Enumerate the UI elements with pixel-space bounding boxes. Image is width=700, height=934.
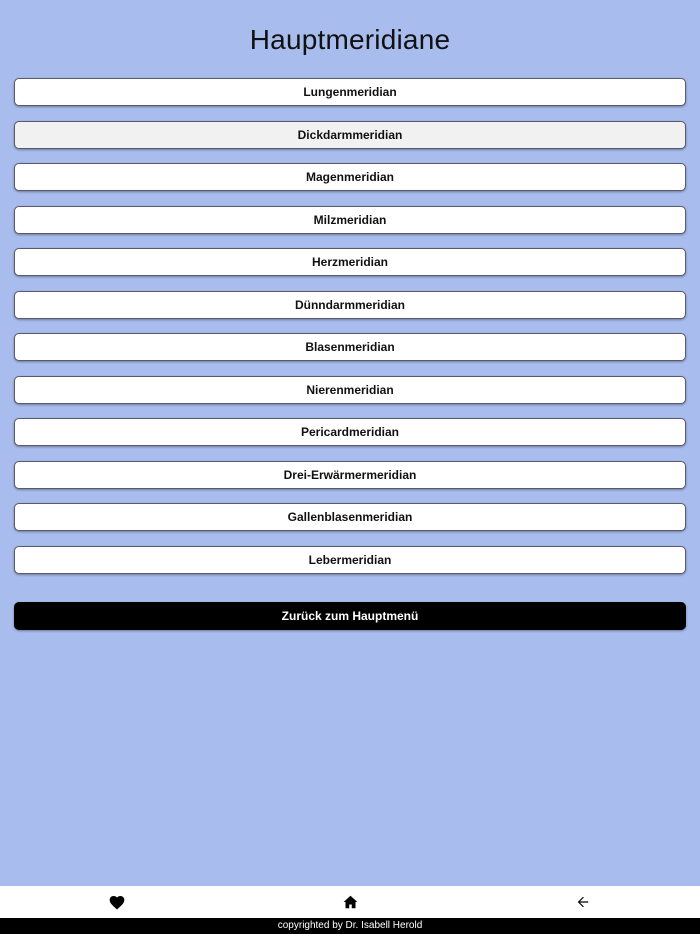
back-to-main-menu-button[interactable]: Zurück zum Hauptmenü [14, 602, 686, 630]
dickdarmmeridian-button[interactable]: Dickdarmmeridian [14, 121, 686, 149]
herzmeridian-button[interactable]: Herzmeridian [14, 248, 686, 276]
bottom-navigation-bar [0, 886, 700, 918]
heart-icon [109, 895, 125, 910]
gallenblasenmeridian-button[interactable]: Gallenblasenmeridian [14, 503, 686, 531]
back-nav-button[interactable] [563, 886, 603, 918]
arrow-left-icon [576, 895, 590, 909]
page-title: Hauptmeridiane [249, 24, 451, 55]
home-nav-button[interactable] [330, 886, 370, 918]
home-icon [343, 895, 358, 909]
blasenmeridian-button[interactable]: Blasenmeridian [14, 333, 686, 361]
favorites-nav-button[interactable] [97, 886, 137, 918]
lungenmeridian-button[interactable]: Lungenmeridian [14, 78, 686, 106]
drei-erwaermermeridian-button[interactable]: Drei-Erwärmermeridian [14, 461, 686, 489]
duenndarmmeridian-button[interactable]: Dünndarmmeridian [14, 291, 686, 319]
pericardmeridian-button[interactable]: Pericardmeridian [14, 418, 686, 446]
magenmeridian-button[interactable]: Magenmeridian [14, 163, 686, 191]
milzmeridian-button[interactable]: Milzmeridian [14, 206, 686, 234]
copyright-footer: copyrighted by Dr. Isabell Herold [0, 918, 700, 934]
meridian-menu-list [14, 78, 686, 588]
nierenmeridian-button[interactable]: Nierenmeridian [14, 376, 686, 404]
lebermeridian-button[interactable]: Lebermeridian [14, 546, 686, 574]
